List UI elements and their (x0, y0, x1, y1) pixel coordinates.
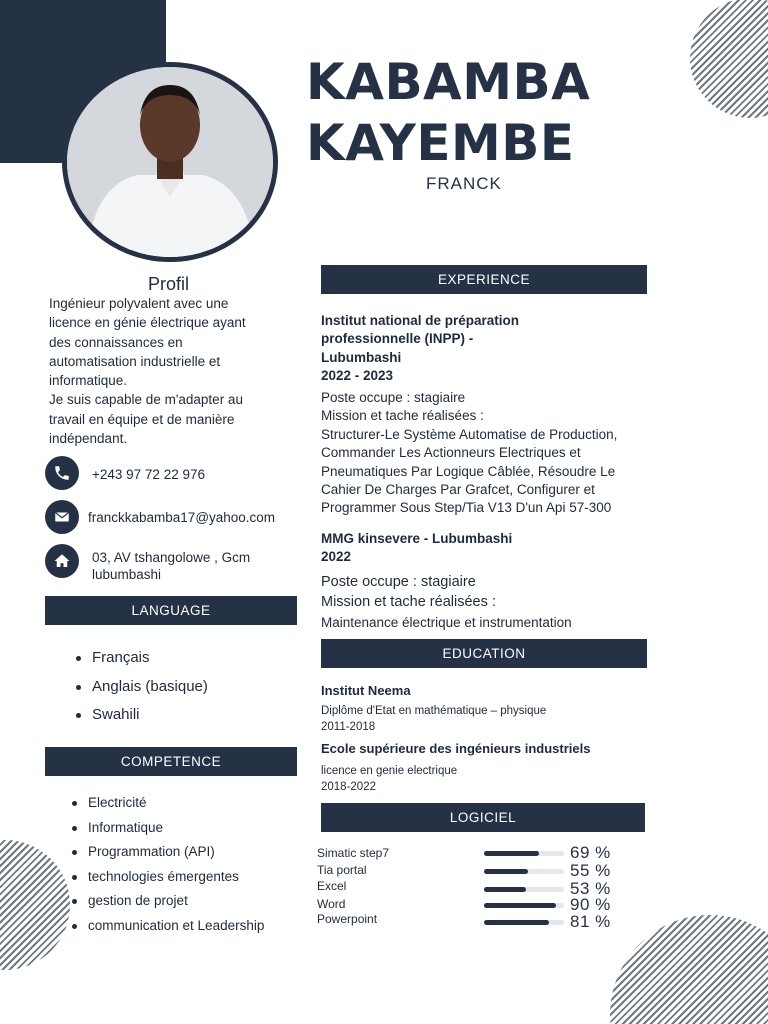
software-name: Tia portal (317, 863, 367, 877)
software-bar-fill (484, 869, 528, 874)
profile-line: des connaissances en (49, 334, 183, 350)
job-2 (321, 530, 512, 567)
job-1-line: Pneumatiques Par Logique Câblée, Résoudre Le (321, 463, 616, 479)
phone-icon (45, 456, 79, 490)
hatched-circle-bottom-left (0, 840, 70, 970)
job-1-org: professionnelle (INPP) - (321, 331, 474, 347)
job-2-years: 2022 (321, 549, 352, 565)
edu-1-school: Institut Neema (321, 683, 411, 698)
language-item: Anglais (basique) (76, 675, 208, 704)
job-2-org: MMG kinsevere - Lubumbashi (321, 531, 513, 546)
competence-item: technologies émergentes (72, 865, 297, 890)
hatched-circle-bottom-right (610, 915, 768, 1024)
profile-line: Je suis capable de m'adapter au (49, 392, 243, 408)
software-bar-fill (484, 851, 539, 856)
job-1-org: Institut national de préparation (321, 313, 520, 328)
job-2-details (321, 572, 496, 612)
edu-1-years: 2011-2018 (321, 721, 376, 733)
edu-1-details (321, 703, 546, 735)
edu-2-school: Ecole supérieure des ingénieurs industriels (321, 741, 591, 756)
address-line: lubumbashi (92, 567, 162, 582)
language-item: Français (76, 646, 208, 675)
competence-header: COMPETENCE (45, 747, 297, 776)
profile-line: automatisation industrielle et (49, 353, 221, 369)
software-name: Simatic step7 (317, 846, 390, 860)
job-1-line: Commander Les Actionneurs Electriques et (321, 445, 581, 461)
job-2-line: Mission et tache réalisées : (321, 594, 496, 610)
software-percent: 55 % (570, 861, 611, 880)
profile-line: informatique. (49, 373, 128, 389)
address (92, 549, 250, 583)
home-icon (45, 544, 79, 578)
job-1 (321, 312, 519, 386)
edu-2-degree: licence en genie electrique (321, 765, 458, 777)
software-name: Excel (317, 879, 347, 893)
profile-line: travail en équipe et de manière (49, 411, 235, 427)
software-percent: 53 % (570, 879, 611, 898)
job-1-org: Lubumbashi (321, 349, 402, 365)
software-bar-fill (484, 903, 556, 908)
software-name: Word (317, 897, 346, 911)
job-1-line: Poste occupe : stagiaire (321, 390, 466, 405)
software-bar-track (484, 887, 564, 892)
software-bar-fill (484, 887, 526, 892)
experience-header: EXPERIENCE (321, 265, 647, 294)
language-list (76, 646, 208, 732)
last-name-line2: KAYEMBE (306, 114, 575, 172)
software-percent: 69 % (570, 843, 611, 862)
phone-number: +243 97 72 22 976 (92, 467, 205, 482)
software-bar-track (484, 920, 564, 925)
profile-line: licence en génie électrique ayant (49, 315, 246, 331)
hatched-circle-top-right (690, 0, 768, 118)
competence-item: Electricité (72, 791, 297, 816)
first-name: FRANCK (426, 174, 502, 193)
software-header: LOGICIEL (321, 803, 645, 832)
last-name-line1: KABAMBA (306, 53, 591, 111)
job-1-years: 2022 - 2023 (321, 368, 394, 384)
job-1-line: Structurer-Le Système Automatise de Production, (321, 426, 618, 442)
job-1-line: Programmer Sous Step/Tia V13 D'un Api 57-300 (321, 500, 612, 516)
competence-list (72, 791, 297, 939)
software-bar-track (484, 869, 564, 874)
profile-photo (67, 67, 273, 257)
profile-line: Ingénieur polyvalent avec une (49, 296, 229, 311)
edu-2-details (321, 763, 457, 795)
job-2-line: Maintenance électrique et instrumentation (321, 615, 572, 630)
software-percent: 81 % (570, 912, 611, 931)
language-header: LANGUAGE (45, 596, 297, 625)
job-1-line: Cahier De Charges Par Grafcet, Configurer et (321, 482, 595, 498)
full-name (306, 52, 590, 174)
education-header: EDUCATION (321, 639, 647, 668)
profile-line: indépendant. (49, 431, 128, 447)
competence-item: communication et Leadership (72, 914, 297, 939)
job-1-details (321, 389, 617, 518)
competence-item: Informatique (72, 816, 297, 841)
edu-1-degree: Diplôme d'Etat en mathématique – physique (321, 705, 547, 717)
software-bar-track (484, 851, 564, 856)
software-bar-track (484, 903, 564, 908)
software-percent: 90 % (570, 895, 611, 914)
competence-item: Programmation (API) (72, 840, 297, 865)
edu-2-years: 2018-2022 (321, 781, 376, 793)
software-bar-fill (484, 920, 549, 925)
address-line: 03, AV tshangolowe , Gcm (92, 550, 251, 565)
job-1-line: Mission et tache réalisées : (321, 408, 484, 424)
email-link[interactable]: franckkabamba17@yahoo.com (88, 510, 276, 525)
job-2-line: Poste occupe : stagiaire (321, 574, 476, 590)
profile-text (49, 294, 294, 448)
mail-icon (45, 500, 79, 534)
profile-title: Profil (148, 274, 190, 294)
language-item: Swahili (76, 703, 208, 732)
competence-item: gestion de projet (72, 889, 297, 914)
software-name: Powerpoint (317, 912, 378, 926)
